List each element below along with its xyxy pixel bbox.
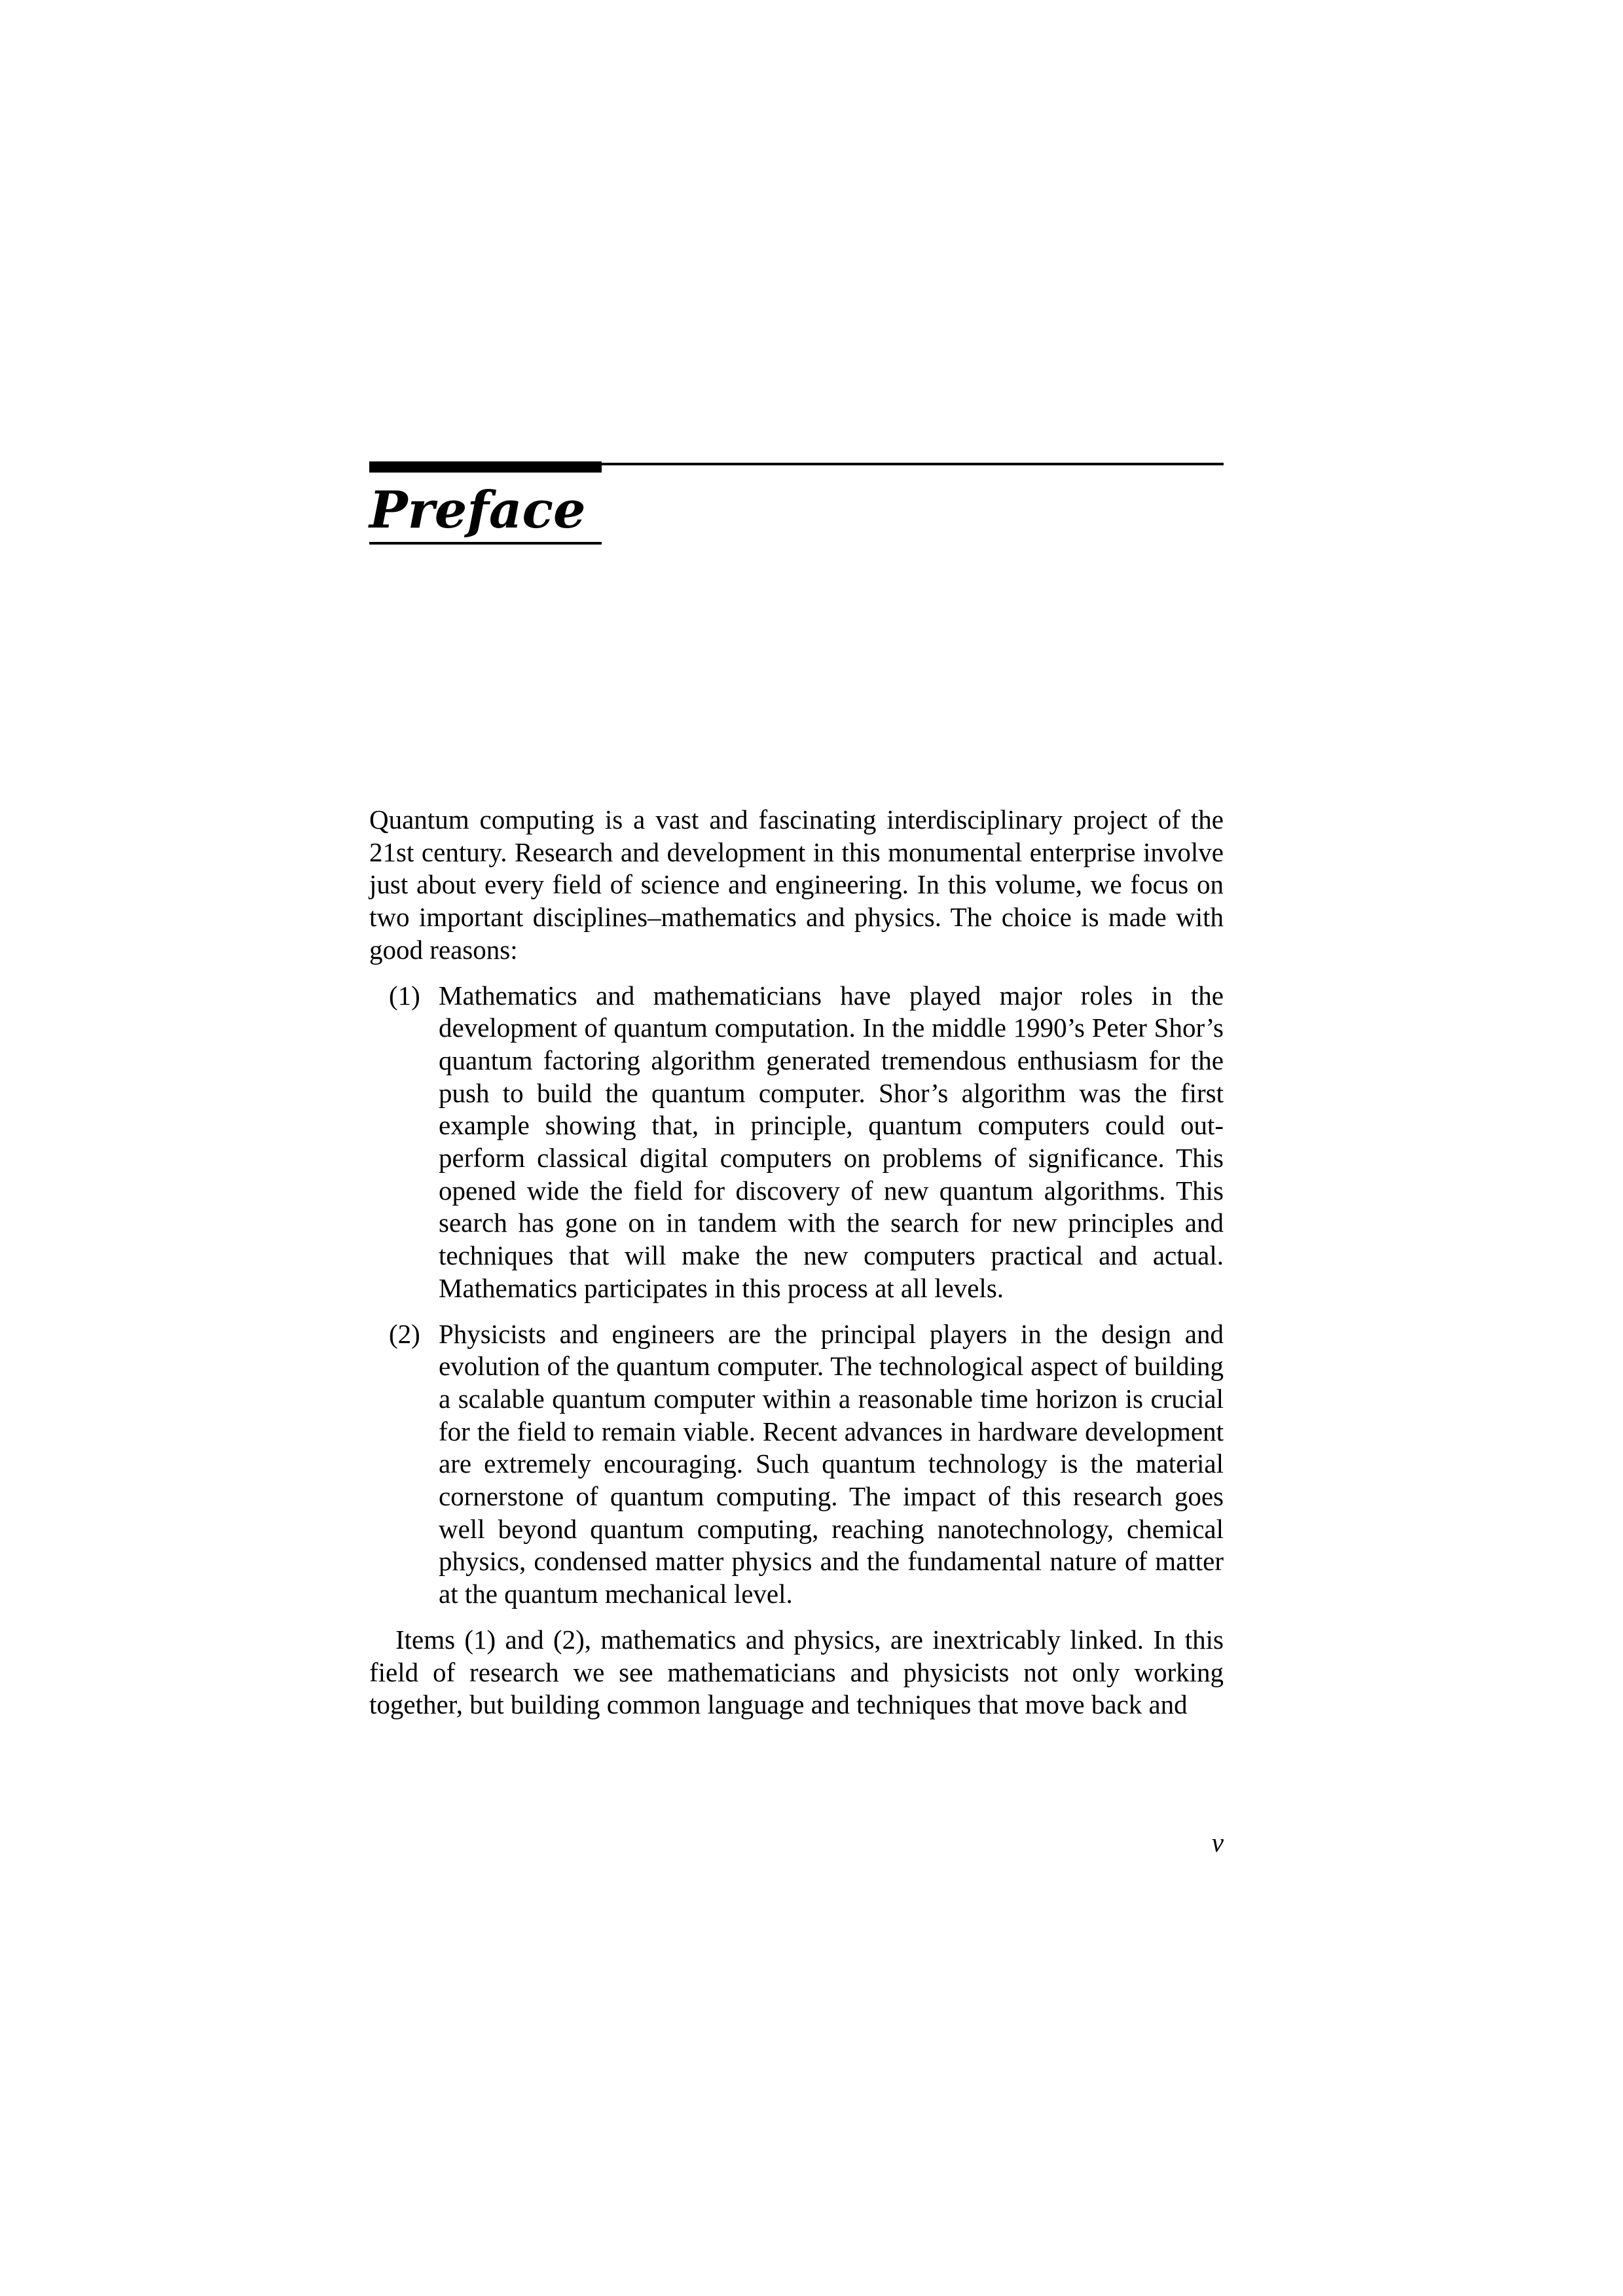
list-item-number: (2) [389,1318,420,1349]
page-title: Preface [369,480,586,540]
title-underline [369,542,602,545]
list-item [369,1318,1224,1611]
preface-body [369,804,1224,1721]
list-item [369,980,1224,1305]
title-rule-top [602,463,1224,465]
page-number: v [1211,1827,1224,1857]
list-item-text: Physicists and engineers are the principal players in the design and evolution of the quantum computer. The technological aspect of building a scalable quantum computer within a reasonable time horizon is crucial for the field to remain viable. Recent advances in hardware development are extremely encouraging. Such quantum technology is the material cornerstone of quantum computing. The impact of this research goes well beyond quantum computing, reaching nanotechnology, chemical physics, condensed matter physics and the fundamental nature of matter at the quantum mechanical level. [439,1318,1224,1609]
intro-paragraph: Quantum computing is a vast and fascinating interdisciplinary project of the 21st century. Research and development in this monumental enterprise involve just about every field of science and engineering. In this volume, we focus on two important disciplines–mathematics and physics. The choice is made with good reasons: [369,804,1224,965]
list-item-text: Mathematics and mathematicians have played major roles in the development of quantum computation. In the middle 1990’s Peter Shor’s quantum factoring algorithm generated tremendous enthusiasm for the push to build the quantum computer. Shor’s algorithm was the first example showing that, in principle, quantum computers could out-perform classical digital computers on problems of significance. This opened wide the field for discovery of new quantum algorithms. This search has gone on in tandem with the search for new principles and techniques that will make the new computers practical and actual. Mathematics participates in this process at all levels. [439,980,1224,1303]
list-item-number: (1) [389,980,420,1011]
closing-paragraph: Items (1) and (2), mathematics and physics, are inextricably linked. In this field of research we see mathematicians and physicists not only working together, but building common language and techniques that move back and [369,1624,1224,1720]
